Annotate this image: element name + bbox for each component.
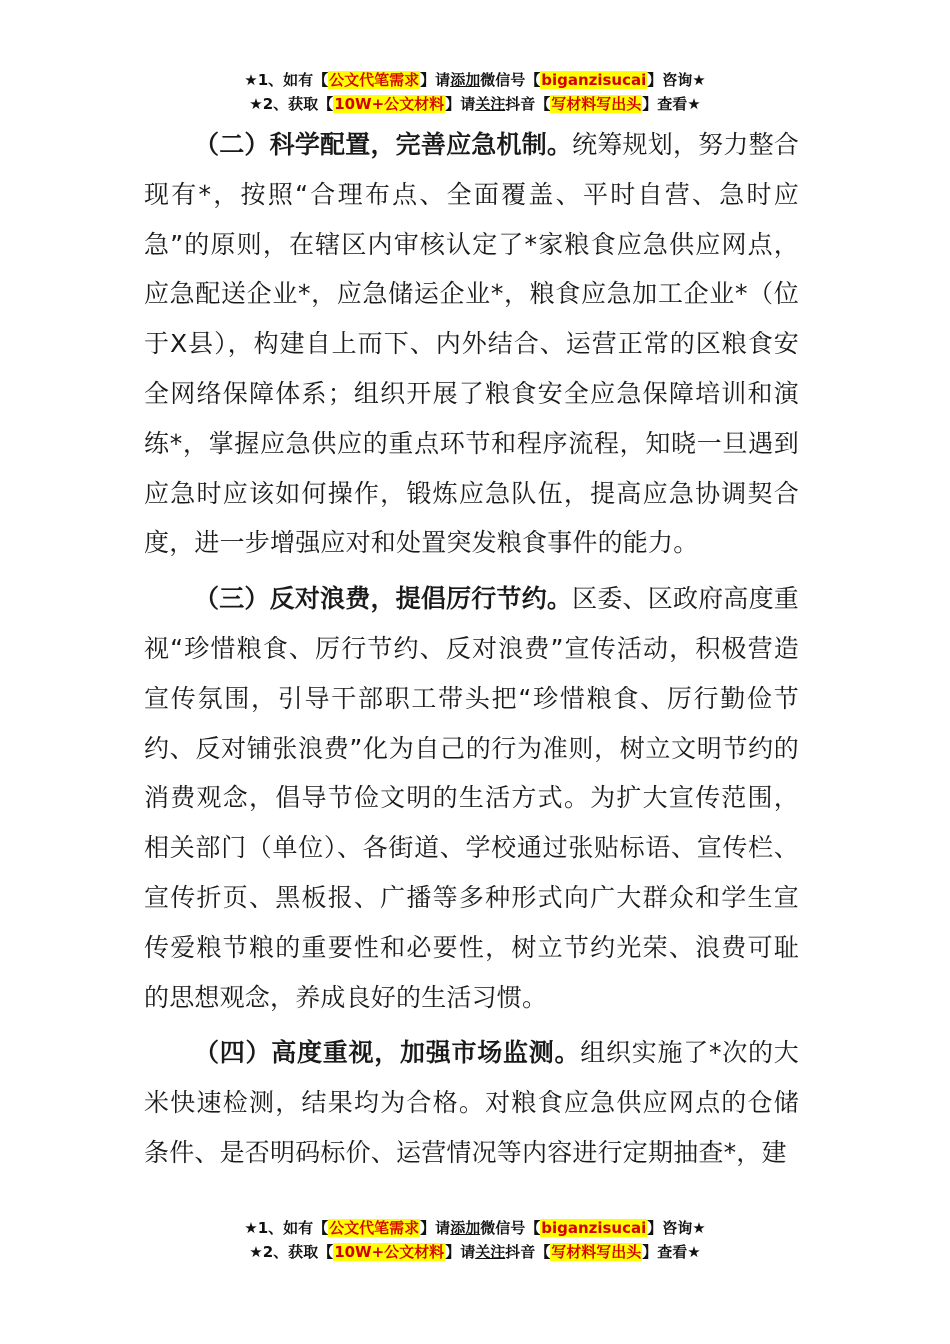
highlight-text: 10W+公文材料 bbox=[334, 95, 445, 113]
wechat-id: biganzisucai bbox=[541, 1219, 647, 1237]
document-body bbox=[144, 120, 799, 1178]
header-banner bbox=[0, 68, 950, 116]
douyin-account: 写材料写出头 bbox=[551, 95, 642, 113]
highlight-text: 10W+公文材料 bbox=[334, 1243, 445, 1261]
banner-line-2: ★2、获取【10W+公文材料】请关注抖音【写材料写出头】查看★ bbox=[249, 1243, 701, 1261]
highlight-text: 公文代笔需求 bbox=[329, 1219, 420, 1237]
section-heading: （二）科学配置，完善应急机制。 bbox=[194, 130, 573, 159]
section-heading: （三）反对浪费，提倡厉行节约。 bbox=[194, 584, 573, 614]
wechat-id: biganzisucai bbox=[541, 71, 647, 89]
banner-line-1: ★1、如有【公文代笔需求】请添加微信号【biganzisucai】咨询★ bbox=[244, 1219, 706, 1237]
section-heading: （四）高度重视，加强市场监测。 bbox=[194, 1038, 581, 1068]
paragraph-text: 统筹规划，努力整合现有*，按照“合理布点、全面覆盖、平时自营、急时应急”的原则，在辖区内审核认定了*家粮食应急供应网点，应急配送企业*，应急储运企业*，粮食应急加工企业*（位于X县），构建自上而下、内外结合、运营正常的区粮食安全网络保障体系；组织开展了粮食安全应急保障培训和演练*，掌握应急供应的重点环节和程序流程，知晓一旦遇到应急时应该如何操作，锻炼应急队伍，提高应急协调契合度，进一步增强应对和处置突发粮食事件的能力。 bbox=[144, 130, 799, 558]
paragraph-3 bbox=[144, 574, 799, 1022]
paragraph-4 bbox=[144, 1028, 799, 1177]
douyin-account: 写材料写出头 bbox=[551, 1243, 642, 1261]
banner-line-2: ★2、获取【10W+公文材料】请关注抖音【写材料写出头】查看★ bbox=[249, 95, 701, 113]
banner-line-1: ★1、如有【公文代笔需求】请添加微信号【biganzisucai】咨询★ bbox=[244, 71, 706, 89]
highlight-text: 公文代笔需求 bbox=[329, 71, 420, 89]
paragraph-text: 组织实施了*次的大米快速检测，结果均为合格。对粮食应急供应网点的仓储条件、是否明码标价、运营情况等内容进行定期抽查*，建 bbox=[144, 1038, 799, 1167]
paragraph-text: 区委、区政府高度重视“珍惜粮食、厉行节约、反对浪费”宣传活动，积极营造宣传氛围，引导干部职工带头把“珍惜粮食、厉行勤俭节约、反对铺张浪费”化为自己的行为准则，树立文明节约的消费观念，倡导节俭文明的生活方式。为扩大宣传范围，相关部门（单位）、各街道、学校通过张贴标语、宣传栏、宣传折页、黑板报、广播等多种形式向广大群众和学生宣传爱粮节粮的重要性和必要性，树立节约光荣、浪费可耻的思想观念，养成良好的生活习惯。 bbox=[144, 584, 799, 1012]
footer-banner bbox=[0, 1216, 950, 1264]
paragraph-2 bbox=[144, 120, 799, 568]
